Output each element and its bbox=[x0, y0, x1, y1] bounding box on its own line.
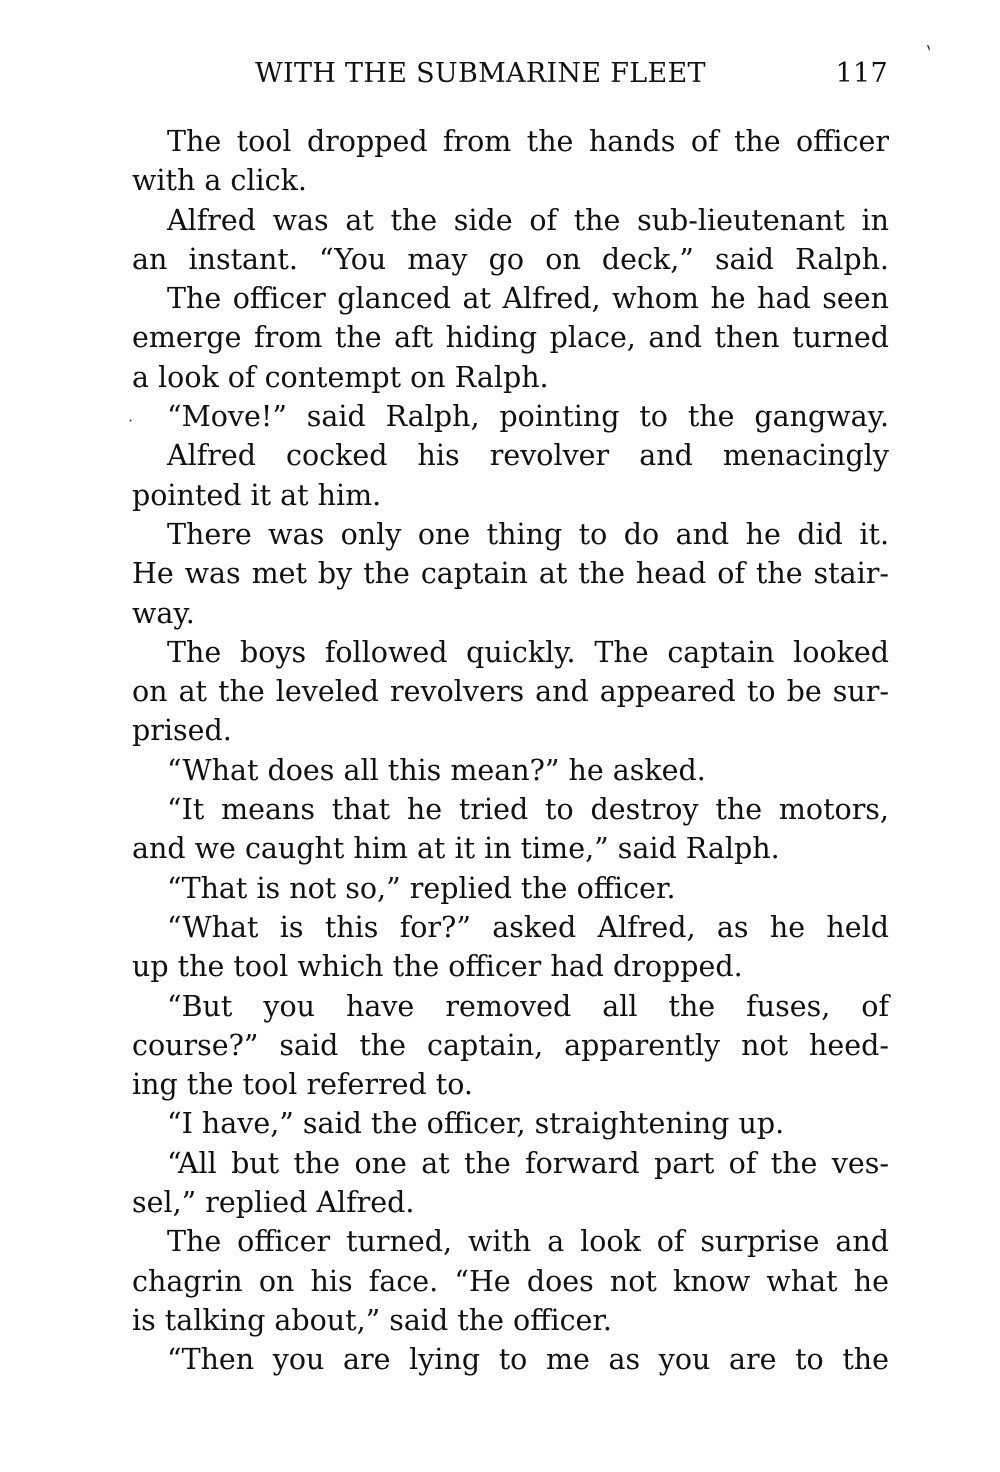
text-line: a look of contempt on Ralph. bbox=[132, 360, 549, 394]
margin-mark: · bbox=[128, 411, 134, 430]
text-line: “What is this for?” asked Alfred, as he held bbox=[167, 910, 889, 944]
text-line: prised. bbox=[132, 714, 232, 748]
text-line: course?” said the captain, apparently not heed- bbox=[132, 1028, 889, 1062]
text-line: The officer turned, with a look of surprise and bbox=[167, 1225, 889, 1259]
page-header bbox=[255, 58, 888, 98]
corner-mark: ` bbox=[917, 42, 936, 71]
text-line: Alfred was at the side of the sub-lieutenant in bbox=[167, 203, 889, 237]
text-line: There was only one thing to do and he did it. bbox=[167, 517, 889, 551]
text-line: up the tool which the officer had dropped. bbox=[132, 950, 743, 984]
text-line: “It means that he tried to destroy the motors, bbox=[167, 793, 889, 827]
text-line: “Move!” said Ralph, pointing to the gangway. bbox=[167, 400, 889, 434]
body-text bbox=[132, 122, 889, 1380]
text-line: emerge from the aft hiding place, and then turned bbox=[132, 321, 889, 355]
text-line: The boys followed quickly. The captain looked bbox=[167, 635, 889, 669]
text-line: way. bbox=[132, 596, 195, 630]
text-line: is talking about,” said the officer. bbox=[132, 1303, 612, 1337]
text-line: an instant. “You may go on deck,” said Ralph. bbox=[132, 242, 889, 276]
text-line: The officer glanced at Alfred, whom he had seen bbox=[167, 282, 889, 316]
text-line: “Then you are lying to me as you are to the bbox=[167, 1343, 889, 1377]
running-title: WITH THE SUBMARINE FLEET bbox=[255, 58, 706, 89]
text-line: Alfred cocked his revolver and menacingly bbox=[167, 439, 889, 473]
text-line: He was met by the captain at the head of the stair- bbox=[132, 557, 889, 591]
page-number: 117 bbox=[835, 58, 888, 89]
text-line: on at the leveled revolvers and appeared to be sur- bbox=[132, 675, 889, 709]
text-line: chagrin on his face. “He does not know what he bbox=[132, 1264, 889, 1298]
text-line: “All but the one at the forward part of the ves- bbox=[167, 1146, 889, 1180]
text-line: and we caught him at it in time,” said Ralph. bbox=[132, 832, 780, 866]
text-line: “That is not so,” replied the officer. bbox=[167, 871, 676, 905]
text-line: “I have,” said the officer, straightening up. bbox=[167, 1107, 785, 1141]
text-line: pointed it at him. bbox=[132, 478, 382, 512]
text-line: “What does all this mean?” he asked. bbox=[167, 753, 706, 787]
text-line: with a click. bbox=[132, 164, 307, 198]
text-line: The tool dropped from the hands of the officer bbox=[167, 125, 889, 158]
text-line: “But you have removed all the fuses, of bbox=[167, 989, 889, 1023]
text-line: ing the tool referred to. bbox=[132, 1068, 473, 1102]
text-line: sel,” replied Alfred. bbox=[132, 1186, 415, 1220]
